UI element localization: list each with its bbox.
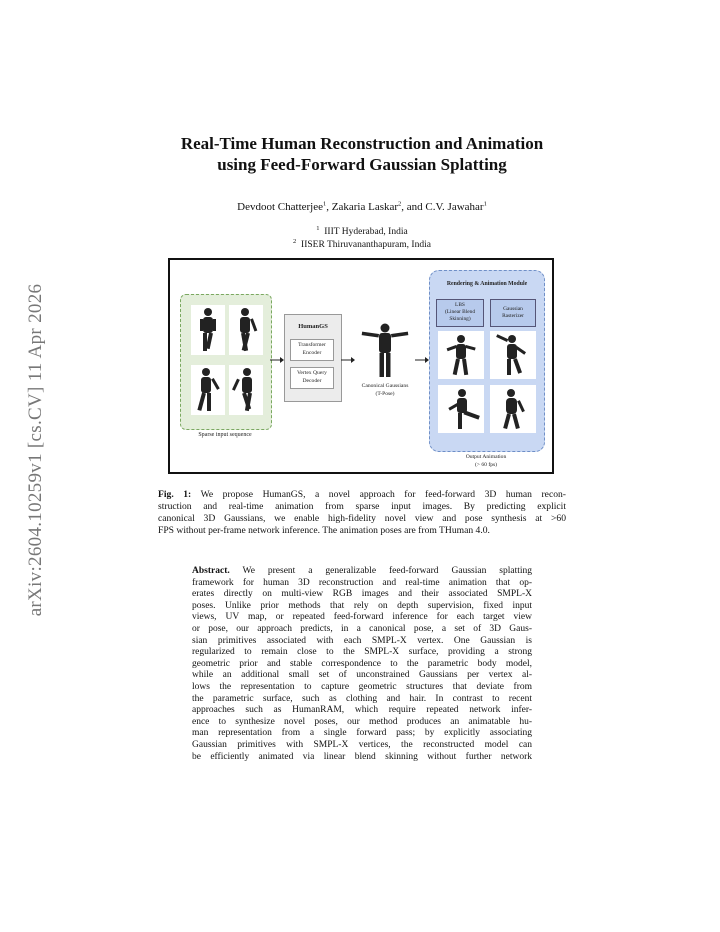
abstract-line: ence to synthesize novel poses, our method produces an animatable hu-	[192, 716, 532, 727]
abstract-line: lows the representation to capture geometric structures that deviate from	[192, 681, 532, 692]
humangs-title: HumanGS	[298, 323, 328, 330]
person-figure-icon	[438, 385, 484, 433]
input-image-2	[229, 305, 263, 355]
figure-1-caption	[158, 489, 566, 537]
abstract-line: man representation from a single forward pass; by explicitly associating	[192, 728, 532, 739]
input-image-4	[229, 365, 263, 415]
rendering-animation-module-panel	[429, 270, 545, 452]
output-frame-1	[438, 331, 484, 379]
paper-title-line-2: using Feed-Forward Gaussian Splatting	[217, 155, 507, 174]
output-frame-2	[490, 331, 536, 379]
person-figure-icon	[229, 365, 263, 415]
arxiv-identifier: arXiv:2604.10259v1 [cs.CV] 11 Apr 2026	[25, 283, 46, 617]
input-images-panel	[180, 294, 272, 430]
input-image-1	[191, 305, 225, 355]
input-image-3	[191, 365, 225, 415]
abstract-heading: Abstract.	[192, 566, 230, 576]
module-title: Rendering & Animation Module	[446, 281, 528, 287]
person-figure-icon	[438, 331, 484, 379]
abstract-line: or pose, our approach predicts, in a canonical pose, a set of 3D Gaus-	[192, 623, 532, 634]
author-1: Devdoot Chatterjee$^1$,	[237, 200, 332, 213]
author-2: Zakaria Laskar$^2$, and	[331, 200, 426, 213]
person-figure-icon	[229, 305, 263, 355]
abstract-line: Abstract. We present a generalizable feed-forward Gaussian splatting	[192, 566, 532, 576]
gaussian-rasterizer-block: Gaussian Rasterizer	[490, 299, 536, 327]
canonical-gaussians-label: Canonical Gaussians (T-Pose)	[361, 383, 409, 397]
abstract-line: Gaussian primitives with SMPL-X vertices, the reconstructed model can	[192, 739, 532, 750]
arrow-right-icon	[270, 356, 284, 364]
transformer-encoder-block: Transformer Encoder	[290, 339, 334, 361]
abstract-line: framework for human 3D reconstruction and real-time animation that op-	[192, 577, 532, 588]
caption-line-3: canonical 3D Gaussians, we enable high-fidelity novel view and pose synthesis at >60	[158, 512, 566, 524]
author-3: C.V. Jawahar$^1$	[425, 200, 487, 213]
abstract-line: while an additional small set of unconstrained Gaussians per vertex al-	[192, 670, 532, 681]
output-frame-3	[438, 385, 484, 433]
caption-line-2: struction and real-time animation from sparse input images. By predicting explicit	[158, 500, 566, 512]
abstract-section	[192, 566, 532, 763]
person-figure-icon	[490, 385, 536, 433]
abstract-line: be efficiently animated via linear blend skinning without further network	[192, 751, 532, 762]
arxiv-sidebar-stamp	[16, 260, 56, 640]
input-label: Sparse input sequence	[198, 432, 252, 438]
caption-line-1: Fig. 1: We propose HumanGS, a novel approach for feed-forward 3D human recon-	[158, 489, 566, 500]
caption-label: Fig. 1:	[158, 489, 192, 500]
abstract-line: geometric prior and stable correspondence to the parametric body model,	[192, 658, 532, 669]
lbs-block: LBS (Linear Blend Skinning)	[436, 299, 484, 327]
paper-title-line-1: Real-Time Human Reconstruction and Animation	[180, 134, 544, 153]
abstract-line: the parametric surface, such as clothing and hair. In contrast to recent	[192, 693, 532, 704]
arrow-right-icon	[415, 356, 429, 364]
affiliation-1: $^1$ IIIT Hyderabad, India	[316, 225, 408, 238]
humangs-box	[284, 314, 342, 402]
caption-line-4: FPS without per-frame network inference. The animation poses are from THuman 4.0.	[158, 524, 490, 536]
abstract-line: sian primitives associated with each SMPL-X vertex. One Gaussian is	[192, 635, 532, 646]
arrow-right-icon	[341, 356, 355, 364]
output-frame-4	[490, 385, 536, 433]
abstract-line: views, UV map, or repeated feed-forward inference for each target view	[192, 612, 532, 623]
affiliation-2: $^2$ IISER Thiruvananthapuram, India	[293, 238, 431, 251]
abstract-line: poses. Unlike prior methods that rely on depth supervision, fixed input	[192, 600, 532, 611]
output-animation-label: Output Animation (> 60 fps)	[465, 454, 507, 468]
canonical-t-pose-figure	[360, 322, 410, 380]
vertex-query-decoder-block: Vertex Query Decoder	[290, 367, 334, 389]
person-figure-icon	[191, 365, 225, 415]
figure-1-pipeline-diagram	[168, 258, 554, 474]
person-figure-icon	[191, 305, 225, 355]
author-list	[120, 200, 604, 213]
abstract-line: regularized to remain close to the SMPL-X surface, providing a strong	[192, 647, 532, 658]
abstract-line: approaches such as HumanRAM, which require repeated network infer-	[192, 705, 532, 716]
abstract-line: erates directly on multi-view RGB images and their associated SMPL-X	[192, 589, 532, 600]
person-figure-icon	[490, 331, 536, 379]
